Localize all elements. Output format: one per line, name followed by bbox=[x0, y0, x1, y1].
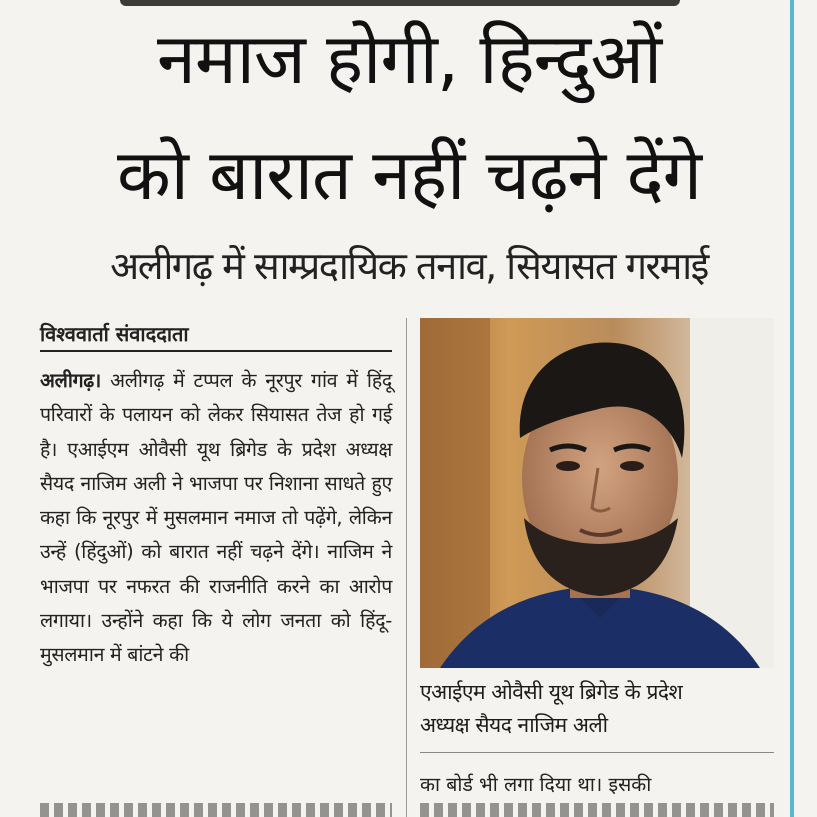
caption-rule bbox=[420, 752, 774, 753]
column-divider bbox=[406, 318, 407, 817]
article-body-text: अलीगढ़ में टप्पल के नूरपुर गांव में हिंदू परिवारों के पलायन को लेकर सियासत तेज हो गई है। एआईएम ओवैसी यूथ ब्रिगेड के प्रदेश अध्यक्ष सैयद नाजिम अली ने भाजपा पर निशाना साधते हुए कहा कि नूरपुर में मुसलमान नमाज तो पढ़ेंगे, लेकिन उन्हें (हिंदुओं) को बारात नहीं चढ़ने देंगे। नाजिम ने भाजपा पर नफरत की राजनीति करने का आरोप लगाया। उन्होंने कहा कि ये लोग जनता को हिंदू-मुसलमान में बांटने की bbox=[40, 369, 392, 667]
article-continued: का बोर्ड भी लगा दिया था। इसकी bbox=[420, 773, 652, 796]
byline-rule bbox=[40, 350, 392, 352]
article-dateline: अलीगढ़। bbox=[40, 369, 102, 392]
page-border-rule bbox=[790, 0, 794, 817]
portrait-image bbox=[420, 318, 774, 668]
cropped-text-line-right bbox=[420, 803, 774, 817]
portrait-photo bbox=[420, 318, 774, 668]
article-body bbox=[40, 364, 392, 673]
photo-caption-line-2: अध्यक्ष सैयद नाजिम अली bbox=[420, 713, 608, 737]
headline-line-1: नमाज होगी, हिन्दुओं bbox=[156, 18, 661, 100]
photo-caption bbox=[420, 676, 790, 742]
byline: विश्ववार्ता संवाददाता bbox=[40, 322, 189, 346]
headline-line-2: को बारात नहीं चढ़ने देंगे bbox=[116, 134, 702, 216]
clipped-previous-headline bbox=[120, 0, 680, 6]
cropped-text-line-left bbox=[40, 803, 392, 817]
photo-caption-line-1: एआईएम ओवैसी यूथ ब्रिगेड के प्रदेश bbox=[420, 680, 683, 704]
subheadline: अलीगढ़ में साम्प्रदायिक तनाव, सियासत गरमाई bbox=[110, 244, 708, 288]
